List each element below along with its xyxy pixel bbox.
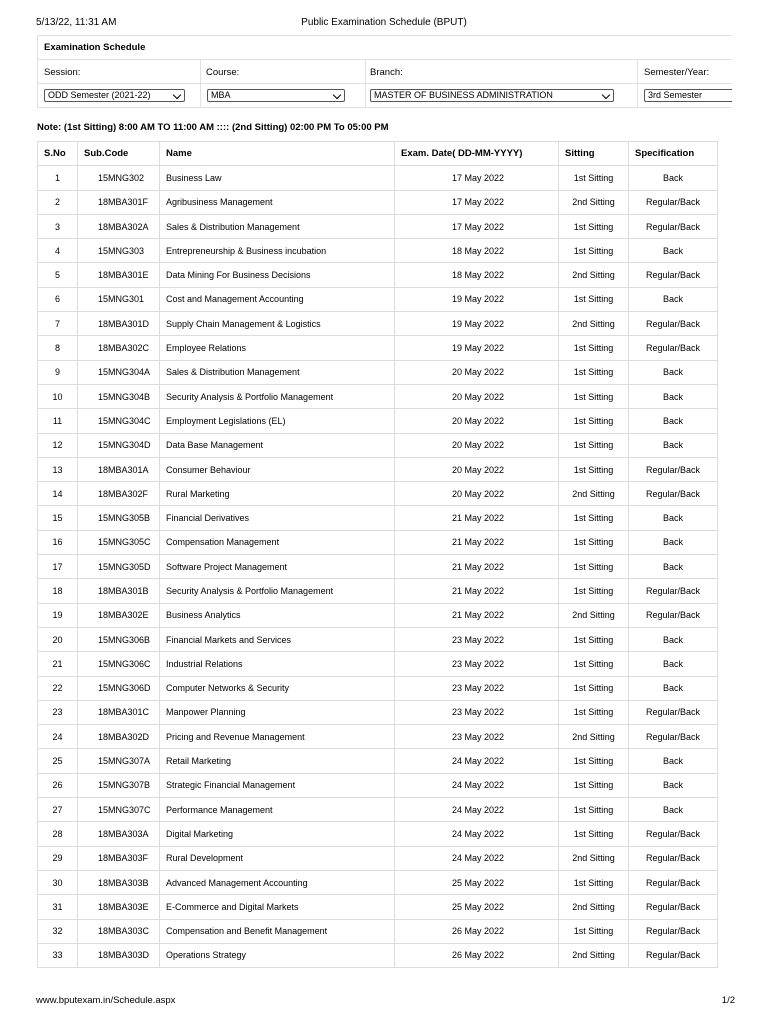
cell-subcode: 18MBA301D: [78, 312, 160, 336]
cell-sno: 18: [38, 579, 78, 603]
table-row: [38, 895, 718, 919]
table-row: [38, 287, 718, 311]
cell-name: Performance Management: [160, 798, 395, 822]
table-row: [38, 798, 718, 822]
table-row: [38, 384, 718, 408]
cell-exam-date: 20 May 2022: [395, 482, 559, 506]
cell-sno: 24: [38, 725, 78, 749]
cell-sitting: 2nd Sitting: [559, 895, 629, 919]
cell-subcode: 15MNG304A: [78, 360, 160, 384]
table-row: [38, 409, 718, 433]
col-header-sitting: Sitting: [559, 142, 629, 166]
cell-subcode: 15MNG306C: [78, 652, 160, 676]
divider: [365, 59, 366, 108]
table-row: [38, 336, 718, 360]
cell-subcode: 18MBA302C: [78, 336, 160, 360]
cell-specification: Back: [629, 798, 718, 822]
divider: [38, 107, 732, 108]
cell-sitting: 1st Sitting: [559, 287, 629, 311]
cell-name: Manpower Planning: [160, 700, 395, 724]
cell-subcode: 15MNG304B: [78, 384, 160, 408]
cell-sno: 3: [38, 214, 78, 238]
form-title: Examination Schedule: [44, 42, 146, 53]
cell-name: Advanced Management Accounting: [160, 870, 395, 894]
cell-sno: 1: [38, 166, 78, 190]
divider: [38, 35, 732, 36]
cell-exam-date: 23 May 2022: [395, 652, 559, 676]
cell-subcode: 18MBA301B: [78, 579, 160, 603]
cell-exam-date: 20 May 2022: [395, 457, 559, 481]
cell-specification: Regular/Back: [629, 579, 718, 603]
branch-label: Branch:: [370, 67, 403, 78]
cell-exam-date: 19 May 2022: [395, 312, 559, 336]
cell-name: Computer Networks & Security: [160, 676, 395, 700]
cell-subcode: 18MBA301F: [78, 190, 160, 214]
cell-name: Financial Markets and Services: [160, 627, 395, 651]
cell-specification: Back: [629, 652, 718, 676]
cell-sno: 31: [38, 895, 78, 919]
cell-subcode: 18MBA303C: [78, 919, 160, 943]
col-header-name: Name: [160, 142, 395, 166]
schedule-table: [37, 141, 718, 968]
cell-subcode: 18MBA301E: [78, 263, 160, 287]
cell-sitting: 1st Sitting: [559, 822, 629, 846]
table-row: [38, 457, 718, 481]
table-row: [38, 360, 718, 384]
cell-specification: Regular/Back: [629, 870, 718, 894]
cell-name: Retail Marketing: [160, 749, 395, 773]
cell-sitting: 1st Sitting: [559, 360, 629, 384]
cell-exam-date: 24 May 2022: [395, 773, 559, 797]
cell-sitting: 1st Sitting: [559, 530, 629, 554]
cell-sno: 17: [38, 555, 78, 579]
cell-name: Sales & Distribution Management: [160, 360, 395, 384]
print-datetime: 5/13/22, 11:31 AM: [36, 17, 117, 28]
cell-specification: Back: [629, 749, 718, 773]
cell-exam-date: 24 May 2022: [395, 822, 559, 846]
cell-sitting: 1st Sitting: [559, 214, 629, 238]
cell-subcode: 15MNG304D: [78, 433, 160, 457]
cell-specification: Regular/Back: [629, 312, 718, 336]
divider: [637, 59, 638, 108]
table-row: [38, 506, 718, 530]
cell-name: Cost and Management Accounting: [160, 287, 395, 311]
cell-exam-date: 24 May 2022: [395, 798, 559, 822]
cell-specification: Regular/Back: [629, 603, 718, 627]
table-row: [38, 822, 718, 846]
cell-exam-date: 23 May 2022: [395, 700, 559, 724]
cell-name: Sales & Distribution Management: [160, 214, 395, 238]
cell-exam-date: 17 May 2022: [395, 166, 559, 190]
cell-exam-date: 19 May 2022: [395, 287, 559, 311]
cell-specification: Regular/Back: [629, 336, 718, 360]
table-row: [38, 190, 718, 214]
chevron-down-icon: [333, 91, 341, 99]
cell-exam-date: 17 May 2022: [395, 214, 559, 238]
cell-name: Consumer Behaviour: [160, 457, 395, 481]
cell-sitting: 2nd Sitting: [559, 482, 629, 506]
table-row: [38, 166, 718, 190]
table-row: [38, 433, 718, 457]
cell-specification: Back: [629, 384, 718, 408]
cell-specification: Regular/Back: [629, 725, 718, 749]
cell-sitting: 1st Sitting: [559, 627, 629, 651]
cell-sno: 4: [38, 239, 78, 263]
cell-subcode: 15MNG306D: [78, 676, 160, 700]
cell-sno: 2: [38, 190, 78, 214]
cell-sno: 32: [38, 919, 78, 943]
cell-exam-date: 23 May 2022: [395, 725, 559, 749]
cell-specification: Regular/Back: [629, 895, 718, 919]
page-number: 1/2: [721, 995, 735, 1006]
cell-sitting: 1st Sitting: [559, 773, 629, 797]
table-row: [38, 749, 718, 773]
cell-subcode: 15MNG307C: [78, 798, 160, 822]
cell-specification: Back: [629, 676, 718, 700]
cell-specification: Back: [629, 287, 718, 311]
cell-name: Operations Strategy: [160, 943, 395, 967]
col-header-specification: Specification: [629, 142, 718, 166]
cell-sno: 8: [38, 336, 78, 360]
cell-name: Pricing and Revenue Management: [160, 725, 395, 749]
cell-subcode: 18MBA301C: [78, 700, 160, 724]
cell-specification: Regular/Back: [629, 190, 718, 214]
cell-name: Supply Chain Management & Logistics: [160, 312, 395, 336]
cell-exam-date: 21 May 2022: [395, 506, 559, 530]
table-row: [38, 919, 718, 943]
cell-sitting: 2nd Sitting: [559, 846, 629, 870]
cell-specification: Back: [629, 433, 718, 457]
table-row: [38, 943, 718, 967]
cell-name: Industrial Relations: [160, 652, 395, 676]
semester-label: Semester/Year:: [644, 67, 710, 78]
cell-sitting: 2nd Sitting: [559, 943, 629, 967]
cell-sno: 23: [38, 700, 78, 724]
cell-sitting: 2nd Sitting: [559, 263, 629, 287]
cell-sitting: 1st Sitting: [559, 676, 629, 700]
cell-specification: Back: [629, 360, 718, 384]
cell-exam-date: 21 May 2022: [395, 530, 559, 554]
cell-sno: 13: [38, 457, 78, 481]
table-row: [38, 530, 718, 554]
sitting-time-note: Note: (1st Sitting) 8:00 AM TO 11:00 AM :::: (2nd Sitting) 02:00 PM To 05:00 PM: [37, 122, 389, 133]
cell-sitting: 1st Sitting: [559, 457, 629, 481]
course-select-value: MBA: [211, 90, 231, 100]
cell-specification: Regular/Back: [629, 214, 718, 238]
col-header-sno: S.No: [38, 142, 78, 166]
cell-specification: Back: [629, 530, 718, 554]
cell-sitting: 2nd Sitting: [559, 725, 629, 749]
cell-sitting: 1st Sitting: [559, 579, 629, 603]
cell-subcode: 18MBA302D: [78, 725, 160, 749]
cell-subcode: 15MNG303: [78, 239, 160, 263]
cell-name: Entrepreneurship & Business incubation: [160, 239, 395, 263]
table-row: [38, 700, 718, 724]
cell-sno: 11: [38, 409, 78, 433]
course-select[interactable]: [207, 89, 345, 102]
cell-sitting: 1st Sitting: [559, 239, 629, 263]
cell-specification: Back: [629, 627, 718, 651]
cell-sno: 27: [38, 798, 78, 822]
cell-name: Security Analysis & Portfolio Management: [160, 384, 395, 408]
cell-sitting: 2nd Sitting: [559, 312, 629, 336]
table-row: [38, 579, 718, 603]
cell-subcode: 18MBA303B: [78, 870, 160, 894]
cell-sitting: 1st Sitting: [559, 919, 629, 943]
cell-exam-date: 23 May 2022: [395, 627, 559, 651]
cell-exam-date: 25 May 2022: [395, 895, 559, 919]
cell-specification: Back: [629, 239, 718, 263]
cell-name: E-Commerce and Digital Markets: [160, 895, 395, 919]
cell-subcode: 15MNG305C: [78, 530, 160, 554]
cell-sno: 20: [38, 627, 78, 651]
course-label: Course:: [206, 67, 240, 78]
divider: [38, 83, 732, 84]
cell-exam-date: 23 May 2022: [395, 676, 559, 700]
divider: [38, 59, 732, 60]
cell-sno: 15: [38, 506, 78, 530]
cell-sitting: 1st Sitting: [559, 555, 629, 579]
table-row: [38, 773, 718, 797]
cell-specification: Regular/Back: [629, 700, 718, 724]
cell-name: Strategic Financial Management: [160, 773, 395, 797]
table-row: [38, 239, 718, 263]
table-row: [38, 627, 718, 651]
cell-sitting: 1st Sitting: [559, 384, 629, 408]
cell-sno: 29: [38, 846, 78, 870]
col-header-exam-date: Exam. Date( DD-MM-YYYY): [395, 142, 559, 166]
cell-subcode: 18MBA303F: [78, 846, 160, 870]
cell-specification: Regular/Back: [629, 846, 718, 870]
cell-subcode: 15MNG307B: [78, 773, 160, 797]
cell-name: Compensation and Benefit Management: [160, 919, 395, 943]
cell-exam-date: 20 May 2022: [395, 384, 559, 408]
cell-specification: Back: [629, 506, 718, 530]
cell-name: Software Project Management: [160, 555, 395, 579]
table-row: [38, 676, 718, 700]
cell-sno: 7: [38, 312, 78, 336]
cell-subcode: 18MBA302F: [78, 482, 160, 506]
cell-exam-date: 20 May 2022: [395, 409, 559, 433]
cell-specification: Regular/Back: [629, 457, 718, 481]
table-row: [38, 652, 718, 676]
cell-sitting: 1st Sitting: [559, 652, 629, 676]
cell-name: Data Base Management: [160, 433, 395, 457]
cell-subcode: 15MNG302: [78, 166, 160, 190]
table-row: [38, 603, 718, 627]
cell-specification: Regular/Back: [629, 943, 718, 967]
cell-exam-date: 24 May 2022: [395, 846, 559, 870]
cell-sitting: 2nd Sitting: [559, 190, 629, 214]
semester-select[interactable]: [644, 89, 732, 102]
cell-sitting: 1st Sitting: [559, 506, 629, 530]
cell-sitting: 2nd Sitting: [559, 603, 629, 627]
cell-exam-date: 21 May 2022: [395, 603, 559, 627]
cell-exam-date: 20 May 2022: [395, 433, 559, 457]
cell-exam-date: 19 May 2022: [395, 336, 559, 360]
cell-sno: 26: [38, 773, 78, 797]
cell-sitting: 1st Sitting: [559, 798, 629, 822]
session-label: Session:: [44, 67, 81, 78]
page-title: Public Examination Schedule (BPUT): [301, 17, 467, 28]
cell-sitting: 1st Sitting: [559, 749, 629, 773]
chevron-down-icon: [602, 91, 610, 99]
cell-name: Rural Marketing: [160, 482, 395, 506]
cell-sno: 5: [38, 263, 78, 287]
chevron-down-icon: [173, 91, 181, 99]
cell-exam-date: 18 May 2022: [395, 239, 559, 263]
cell-specification: Regular/Back: [629, 482, 718, 506]
cell-name: Financial Derivatives: [160, 506, 395, 530]
cell-sno: 30: [38, 870, 78, 894]
cell-specification: Back: [629, 166, 718, 190]
cell-name: Compensation Management: [160, 530, 395, 554]
cell-sno: 12: [38, 433, 78, 457]
cell-name: Security Analysis & Portfolio Management: [160, 579, 395, 603]
cell-subcode: 18MBA303D: [78, 943, 160, 967]
cell-subcode: 15MNG304C: [78, 409, 160, 433]
cell-subcode: 18MBA302E: [78, 603, 160, 627]
session-select-value: ODD Semester (2021-22): [48, 90, 151, 100]
exam-schedule-form: [37, 35, 732, 108]
cell-subcode: 15MNG306B: [78, 627, 160, 651]
table-row: [38, 214, 718, 238]
cell-sno: 25: [38, 749, 78, 773]
table-row: [38, 725, 718, 749]
table-header-row: [38, 142, 718, 166]
table-row: [38, 870, 718, 894]
cell-name: Digital Marketing: [160, 822, 395, 846]
cell-exam-date: 24 May 2022: [395, 749, 559, 773]
branch-select[interactable]: [370, 89, 614, 102]
cell-name: Data Mining For Business Decisions: [160, 263, 395, 287]
cell-specification: Regular/Back: [629, 919, 718, 943]
cell-name: Business Law: [160, 166, 395, 190]
cell-sno: 33: [38, 943, 78, 967]
cell-sitting: 1st Sitting: [559, 700, 629, 724]
cell-sno: 16: [38, 530, 78, 554]
col-header-subcode: Sub.Code: [78, 142, 160, 166]
cell-sno: 9: [38, 360, 78, 384]
table-row: [38, 312, 718, 336]
cell-subcode: 15MNG301: [78, 287, 160, 311]
cell-exam-date: 26 May 2022: [395, 919, 559, 943]
cell-sno: 6: [38, 287, 78, 311]
cell-exam-date: 20 May 2022: [395, 360, 559, 384]
cell-sitting: 1st Sitting: [559, 870, 629, 894]
divider: [200, 59, 201, 108]
cell-name: Business Analytics: [160, 603, 395, 627]
cell-specification: Back: [629, 409, 718, 433]
cell-subcode: 15MNG305B: [78, 506, 160, 530]
table-row: [38, 482, 718, 506]
cell-sno: 10: [38, 384, 78, 408]
cell-sno: 21: [38, 652, 78, 676]
table-row: [38, 555, 718, 579]
cell-exam-date: 25 May 2022: [395, 870, 559, 894]
cell-subcode: 18MBA303E: [78, 895, 160, 919]
cell-exam-date: 21 May 2022: [395, 555, 559, 579]
cell-specification: Back: [629, 773, 718, 797]
cell-exam-date: 26 May 2022: [395, 943, 559, 967]
cell-sno: 19: [38, 603, 78, 627]
cell-subcode: 18MBA301A: [78, 457, 160, 481]
cell-sitting: 1st Sitting: [559, 409, 629, 433]
cell-sno: 22: [38, 676, 78, 700]
cell-exam-date: 18 May 2022: [395, 263, 559, 287]
cell-subcode: 18MBA303A: [78, 822, 160, 846]
semester-select-value: 3rd Semester: [648, 90, 703, 100]
table-row: [38, 846, 718, 870]
cell-specification: Regular/Back: [629, 263, 718, 287]
cell-name: Agribusiness Management: [160, 190, 395, 214]
cell-sitting: 1st Sitting: [559, 433, 629, 457]
cell-specification: Regular/Back: [629, 822, 718, 846]
cell-sno: 14: [38, 482, 78, 506]
table-row: [38, 263, 718, 287]
branch-select-value: MASTER OF BUSINESS ADMINISTRATION: [374, 90, 553, 100]
cell-sno: 28: [38, 822, 78, 846]
cell-exam-date: 21 May 2022: [395, 579, 559, 603]
cell-name: Employee Relations: [160, 336, 395, 360]
session-select[interactable]: [44, 89, 185, 102]
footer-url: www.bputexam.in/Schedule.aspx: [36, 995, 176, 1006]
cell-exam-date: 17 May 2022: [395, 190, 559, 214]
cell-sitting: 1st Sitting: [559, 166, 629, 190]
cell-specification: Back: [629, 555, 718, 579]
cell-name: Employment Legislations (EL): [160, 409, 395, 433]
cell-sitting: 1st Sitting: [559, 336, 629, 360]
cell-subcode: 18MBA302A: [78, 214, 160, 238]
cell-subcode: 15MNG305D: [78, 555, 160, 579]
cell-name: Rural Development: [160, 846, 395, 870]
cell-subcode: 15MNG307A: [78, 749, 160, 773]
